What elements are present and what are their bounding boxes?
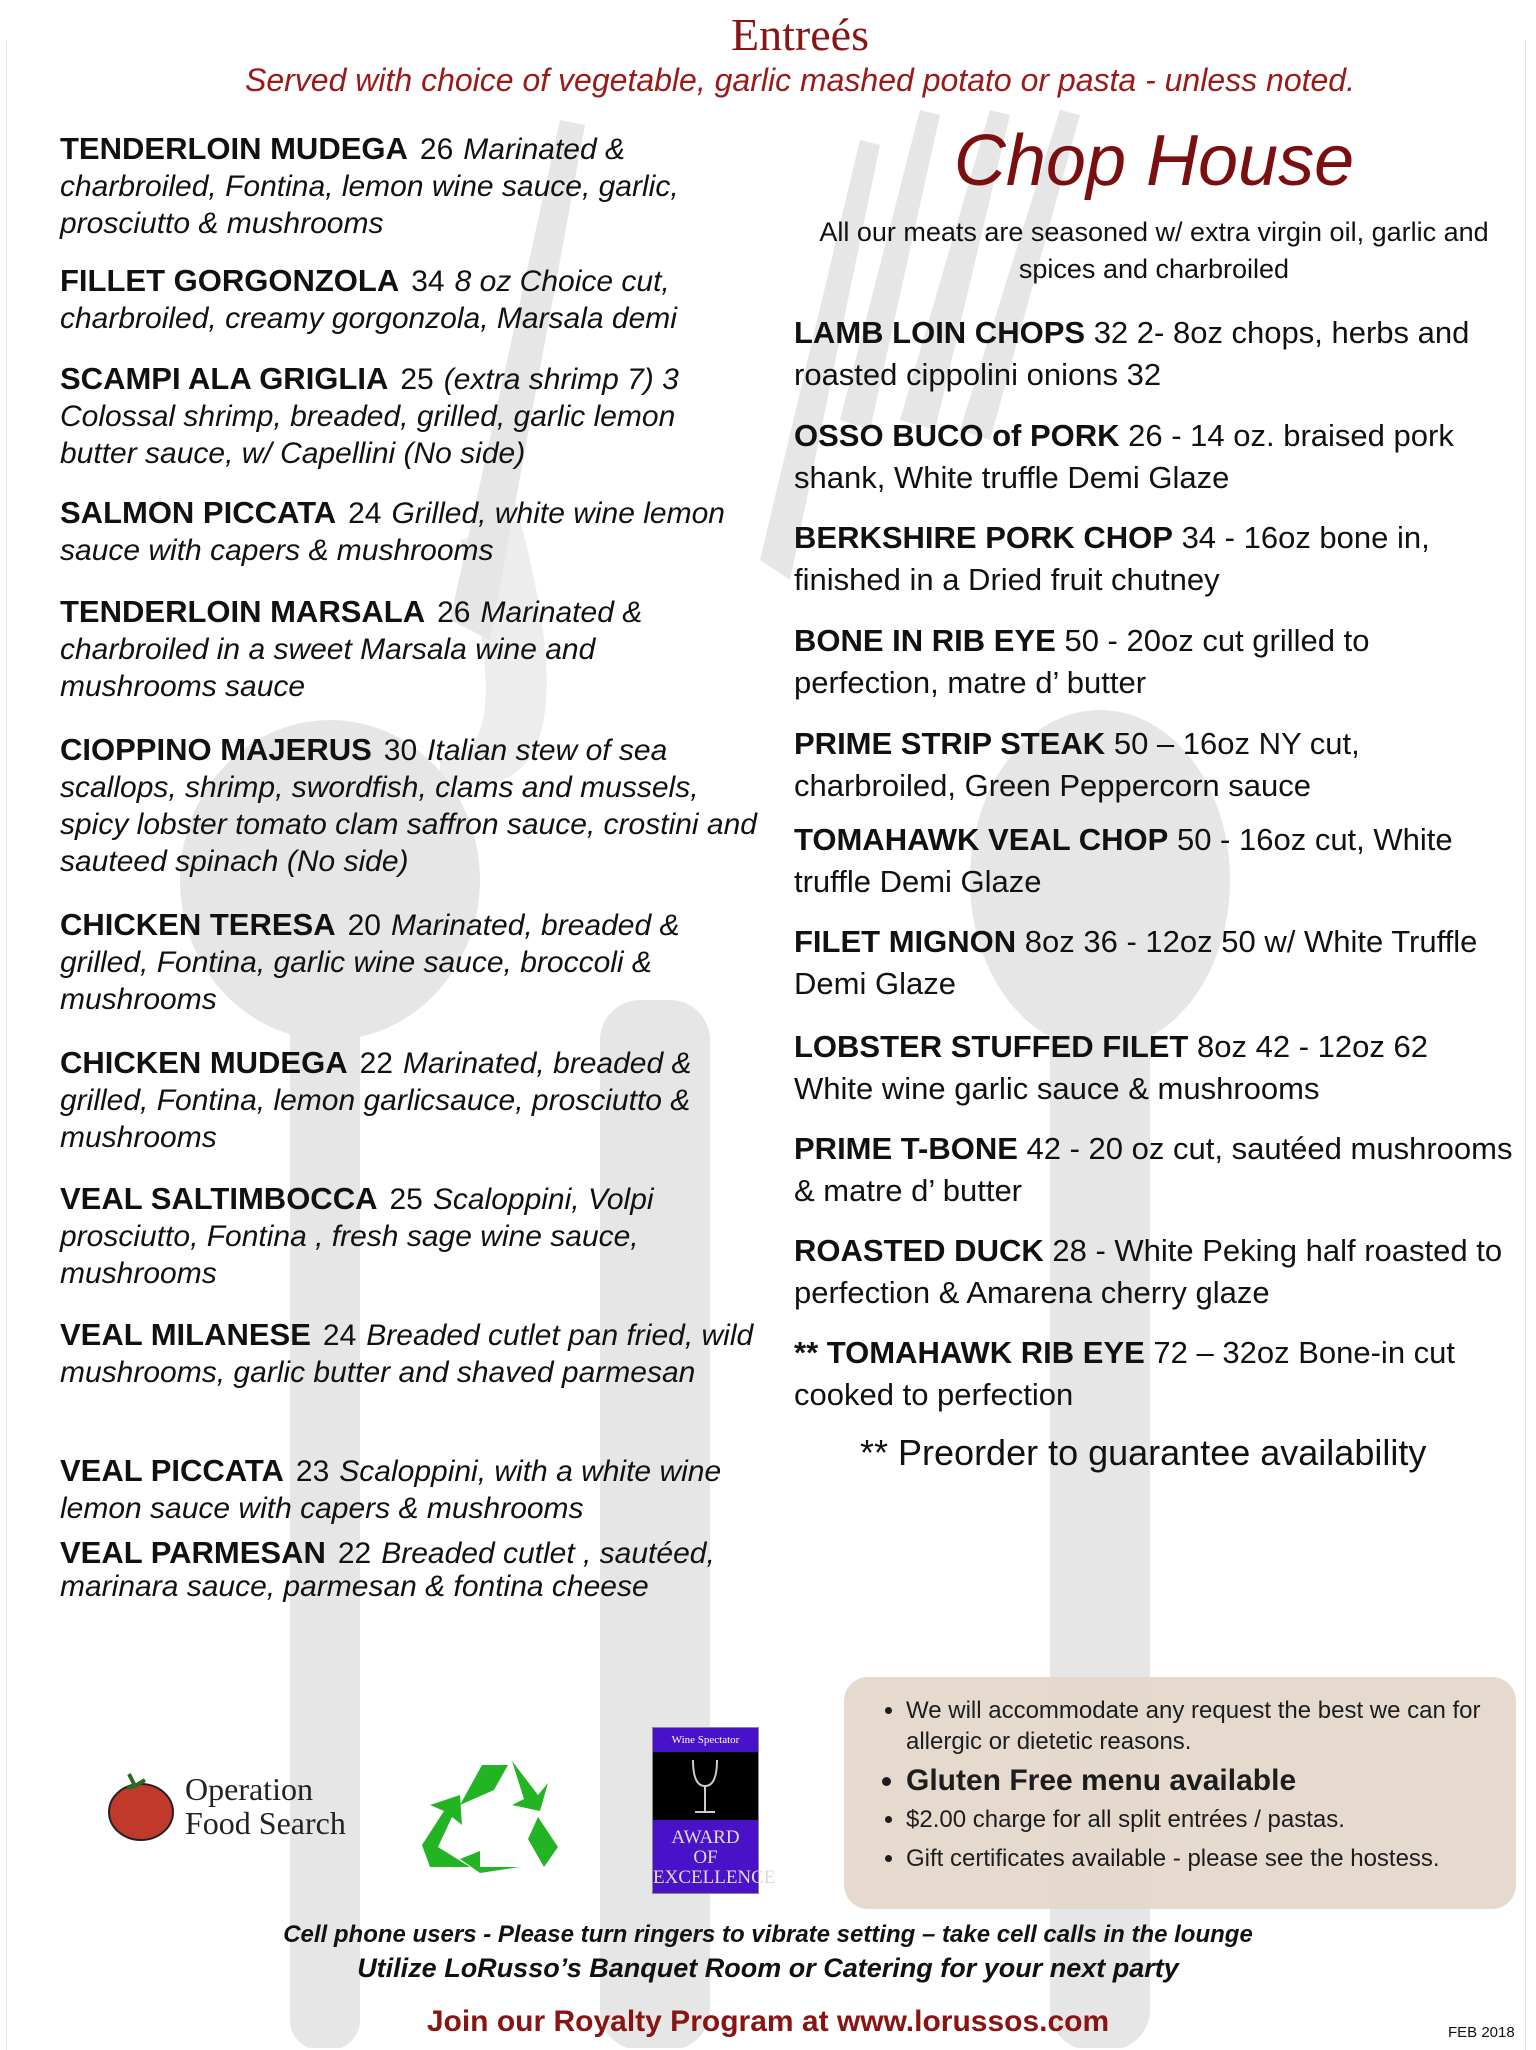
item-name: LAMB LOIN CHOPS — [794, 315, 1086, 350]
item-desc: 32 2- 8oz chops, herbs and roasted cippolini onions 32 — [794, 315, 1470, 392]
item-desc: 50 – 16oz NY cut, charbroiled, Green Peppercorn sauce — [794, 726, 1360, 803]
ofs-line1: Operation — [185, 1771, 313, 1807]
page-subtitle: Served with choice of vegetable, garlic mashed potato or pasta - unless noted. — [245, 62, 1355, 98]
item-desc: Marinated & charbroiled, Fontina, lemon wine sauce, garlic, prosciutto & mushrooms — [60, 133, 679, 240]
menu-item — [794, 921, 1514, 1005]
item-name: VEAL PARMESAN — [60, 1535, 326, 1570]
item-name: ROASTED DUCK — [794, 1233, 1044, 1268]
item-name: TENDERLOIN MUDEGA — [60, 131, 408, 166]
item-name: VEAL SALTIMBOCCA — [60, 1181, 378, 1216]
ofs-line2: Food Search — [185, 1805, 346, 1841]
item-price: 25 — [389, 1183, 423, 1216]
item-price: 25 — [400, 363, 434, 396]
item-desc: 8oz 36 - 12oz 50 w/ White Truffle Demi Glaze — [794, 924, 1478, 1001]
item-price: 26 — [437, 596, 471, 629]
item-name: BERKSHIRE PORK CHOP — [794, 520, 1173, 555]
item-desc: Marinated & charbroiled in a sweet Marsala wine and mushrooms sauce — [60, 596, 643, 703]
item-price: 20 — [347, 909, 381, 942]
banquet-notice: Utilize LoRusso’s Banquet Room or Catering for your next party — [357, 1953, 1179, 1983]
award-line3: EXCELLENCE — [653, 1867, 776, 1888]
menu-item — [794, 723, 1514, 807]
recycle-icon — [420, 1755, 565, 1873]
item-name: TENDERLOIN MARSALA — [60, 594, 426, 629]
note-gift-certificates: • Gift certificates available - please see the hostess. — [906, 1843, 1496, 1874]
item-price: 30 — [383, 734, 418, 767]
operation-food-search-logo — [105, 1770, 346, 1842]
item-desc: Marinated, breaded & grilled, Fontina, lemon garlicsauce, prosciutto & mushrooms — [60, 1047, 692, 1154]
menu-item — [60, 360, 760, 472]
item-price: 24 — [348, 497, 382, 530]
item-price: 34 — [411, 265, 445, 298]
royalty-program-link[interactable]: Join our Royalty Program at www.lorussos.com — [426, 2005, 1110, 2038]
menu-item — [794, 517, 1514, 601]
page-title: Entreés — [731, 9, 869, 60]
item-desc: 42 - 20 oz cut, sautéed mushrooms & matre d’ butter — [794, 1131, 1513, 1208]
item-name: VEAL PICCATA — [60, 1453, 284, 1488]
notes-box — [844, 1677, 1516, 1909]
item-desc: 26 - 14 oz. braised pork shank, White truffle Demi Glaze — [794, 418, 1454, 495]
chop-house-title: Chop House — [953, 121, 1355, 201]
menu-item — [60, 593, 760, 705]
chop-house-intro: All our meats are seasoned w/ extra virgin oil, garlic and spices and charbroiled — [819, 217, 1489, 284]
menu-item — [794, 1230, 1514, 1314]
item-desc: 34 - 16oz bone in, finished in a Dried fruit chutney — [794, 520, 1430, 597]
item-desc: (extra shrimp 7) 3 Colossal shrimp, breaded, grilled, garlic lemon butter sauce, w/ Capellini (No side) — [60, 363, 679, 470]
menu-item — [794, 312, 1514, 396]
item-desc: Scaloppini, with a white wine lemon sauce with capers & mushrooms — [60, 1455, 722, 1525]
menu-item — [60, 494, 760, 569]
item-price: 26 — [419, 133, 454, 166]
item-desc: Italian stew of sea scallops, shrimp, swordfish, clams and mussels, spicy lobster tomato clam saffron sauce, crostini and sauteed spinach (No side) — [60, 734, 757, 878]
item-name: CIOPPINO MAJERUS — [60, 732, 372, 767]
item-name: PRIME STRIP STEAK — [794, 726, 1106, 761]
cell-phone-notice: Cell phone users - Please turn ringers to vibrate setting – take cell calls in the lounge — [283, 1921, 1253, 1948]
item-name: SALMON PICCATA — [60, 495, 337, 530]
menu-item — [794, 819, 1514, 903]
wine-glass-icon — [653, 1752, 758, 1820]
menu-item — [60, 906, 760, 1018]
item-name: CHICKEN TERESA — [60, 907, 336, 942]
preorder-note: ** Preorder to guarantee availability — [860, 1432, 1427, 1473]
menu-item — [794, 1026, 1514, 1110]
item-price: 23 — [295, 1455, 330, 1488]
item-name: FILLET GORGONZOLA — [60, 263, 400, 298]
tomato-icon — [105, 1770, 177, 1842]
menu-item — [794, 1332, 1514, 1416]
item-name: FILET MIGNON — [794, 924, 1017, 959]
item-price: 22 — [337, 1537, 372, 1570]
item-desc: Marinated, breaded & grilled, Fontina, garlic wine sauce, broccoli & mushrooms — [60, 909, 680, 1016]
menu-item — [60, 130, 760, 242]
item-name: PRIME T-BONE — [794, 1131, 1018, 1166]
item-desc: 8 oz Choice cut, charbroiled, creamy gorgonzola, Marsala demi — [60, 265, 677, 335]
menu-item — [60, 1536, 760, 1603]
item-desc: 72 – 32oz Bone-in cut cooked to perfection — [794, 1335, 1456, 1412]
item-name: LOBSTER STUFFED FILET — [794, 1029, 1189, 1064]
item-name: OSSO BUCO of PORK — [794, 418, 1120, 453]
item-name: BONE IN RIB EYE — [794, 623, 1056, 658]
note-allergy: • We will accommodate any request the best we can for allergic or dietetic reasons. — [906, 1695, 1496, 1757]
item-desc: Breaded cutlet , sautéed, marinara sauce, parmesan & fontina cheese — [60, 1537, 715, 1603]
note-gluten-free: • Gluten Free menu available — [906, 1765, 1496, 1796]
menu-item — [60, 1316, 760, 1391]
item-price: 24 — [322, 1319, 357, 1352]
item-price: 22 — [359, 1047, 393, 1080]
item-desc: 8oz 42 - 12oz 62 White wine garlic sauce & mushrooms — [794, 1029, 1428, 1106]
item-desc: 50 - 16oz cut, White truffle Demi Glaze — [794, 822, 1453, 899]
award-line1: AWARD — [671, 1827, 740, 1848]
item-name: ** TOMAHAWK RIB EYE — [794, 1335, 1145, 1370]
menu-item — [60, 262, 760, 337]
item-name: TOMAHAWK VEAL CHOP — [794, 822, 1169, 857]
award-line2: OF — [693, 1847, 718, 1868]
menu-item — [794, 415, 1514, 499]
item-desc: Grilled, white wine lemon sauce with capers & mushrooms — [60, 497, 725, 567]
item-desc: 28 - White Peking half roasted to perfection & Amarena cherry glaze — [794, 1233, 1503, 1310]
item-desc: 50 - 20oz cut grilled to perfection, matre d’ butter — [794, 623, 1370, 700]
menu-item — [794, 620, 1514, 704]
menu-item — [794, 1128, 1514, 1212]
menu-date: FEB 2018 — [1448, 2024, 1515, 2041]
wine-spectator-award — [652, 1727, 776, 1894]
item-desc: Scaloppini, Volpi prosciutto, Fontina , fresh sage wine sauce, mushrooms — [60, 1183, 654, 1290]
menu-item — [60, 731, 760, 880]
menu-item — [60, 1180, 760, 1292]
note-split-charge: • $2.00 charge for all split entrées / pastas. — [906, 1804, 1496, 1835]
item-name: SCAMPI ALA GRIGLIA — [60, 361, 389, 396]
item-name: VEAL MILANESE — [60, 1317, 311, 1352]
wine-spectator-label: Wine Spectator — [671, 1734, 740, 1746]
menu-item — [60, 1452, 760, 1527]
item-name: CHICKEN MUDEGA — [60, 1045, 348, 1080]
item-desc: Breaded cutlet pan fried, wild mushrooms, garlic butter and shaved parmesan — [60, 1319, 754, 1389]
menu-item — [60, 1044, 760, 1156]
